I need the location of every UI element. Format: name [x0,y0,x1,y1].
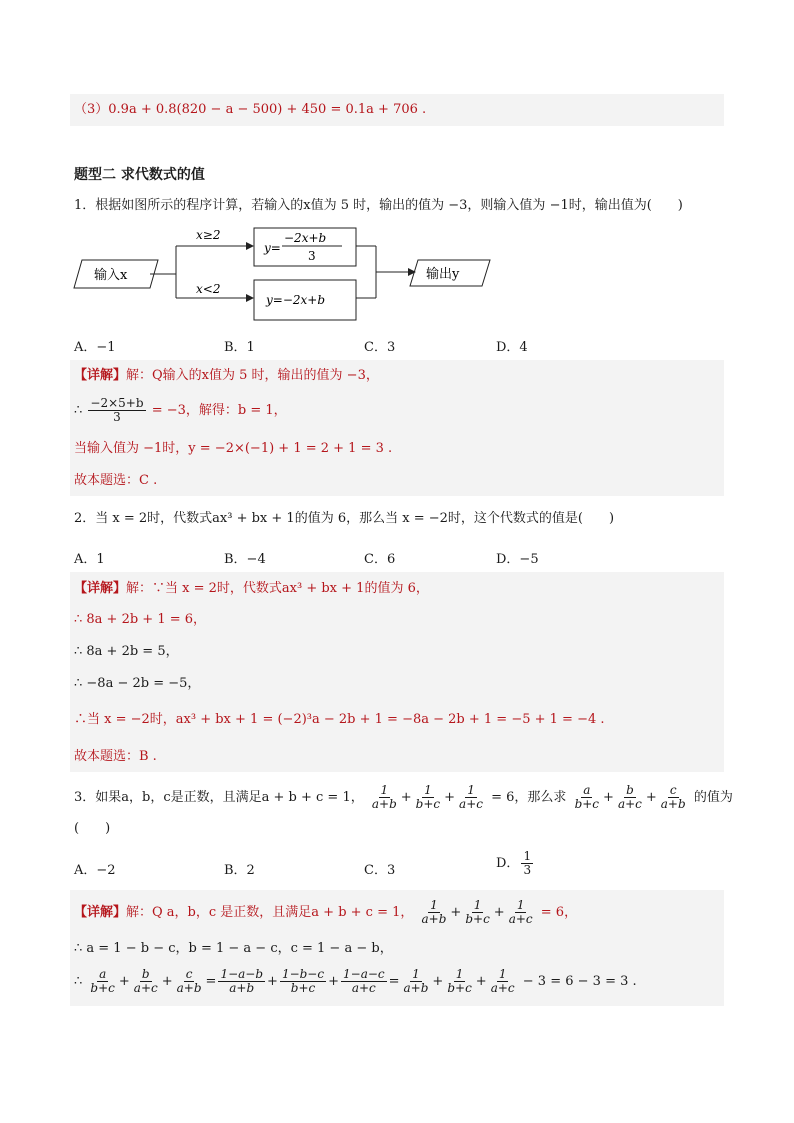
numerator: −2×5+b [90,396,144,410]
q3-sol-line1 [74,899,577,926]
q3-sol-line3 [74,968,637,995]
q2-option-b[interactable]: B．−4 [224,552,266,567]
numerator: 1−a−b [220,967,264,981]
q1-sol-text2: = −3，解得：b = 1， [151,403,287,418]
q2-sol-line6: 故本题选：B . [74,749,157,764]
q2-option-d[interactable]: D．−5 [496,552,539,567]
plus-sign: + [400,790,412,805]
plus-sign: + [603,790,614,805]
intro-equation [74,101,426,119]
denominator: b+c [290,981,316,995]
plus-sign: + [450,905,462,920]
numerator: 1 [455,967,464,981]
q1-flow-diagram [70,222,510,322]
therefore-symbol: ∴ [74,974,83,989]
denominator: a+b [660,797,686,811]
denominator: a+c [508,912,533,926]
q1-option-b[interactable]: B．1 [224,340,255,355]
fraction [280,968,326,995]
solution-tag: 【详解】 [74,581,127,596]
q2-sol-line1 [74,580,429,598]
output-label: 输出y [426,267,460,282]
therefore-symbol: ∴ [74,403,83,418]
denominator: a+c [351,981,376,995]
fraction [218,968,265,995]
fraction [521,850,533,877]
fraction [573,784,601,811]
fraction [659,784,688,811]
plus-sign: + [432,974,444,989]
q3-stem-part-c: 的值为 [693,790,733,805]
plus-sign: + [267,974,278,989]
q1-sol-line4 [74,472,157,490]
section-title: 题型二 求代数式的值 [74,167,205,183]
numerator: 1 [412,967,420,981]
denominator: b+c [465,912,490,926]
numerator: c [185,967,193,981]
denominator: b+c [574,797,600,811]
numerator: 1 [516,898,525,912]
q3-sol-text1-end: = 6， [540,905,578,920]
equals-sign: = [388,974,400,989]
q2-option-c[interactable]: C．6 [364,552,396,567]
numerator: 1 [523,849,532,863]
numerator: 1 [424,783,432,797]
arrow-head [246,294,254,302]
q3-option-d[interactable] [496,850,535,877]
intro-eq-text: （3）0.9a + 0.8(820 − a − 500) + 450 = 0.1a + 706 . [74,102,427,117]
denominator: 3 [523,863,532,877]
q2-stem: 2．当 x = 2时，代数式ax³ + bx + 1的值为 6，那么当 x = −2时，这个代数式的值是( ) [74,511,615,526]
q2-option-a[interactable]: A．1 [74,552,105,567]
q1-stem: 1．根据如图所示的程序计算，若输入的x值为 5 时，输出的值为 −3，则输入值为 −1时，输出值为( ) [74,198,683,213]
arrow-head [246,242,254,250]
numerator: 1 [430,898,438,912]
q3-option-c[interactable]: C．3 [364,863,396,878]
top-formula-prefix: y= [264,241,281,255]
numerator: 1 [498,967,507,981]
numerator: b [626,783,634,797]
q3-stem-part-a: 3．如果a，b，c是正数，且满足a + b + c = 1， [74,790,364,805]
option-label: D． [496,856,520,871]
q3-option-a[interactable]: A．−2 [74,863,116,878]
q3-stem-paren: ( ) [74,821,111,836]
fraction [616,784,644,811]
plus-sign: + [444,790,456,805]
fraction [175,968,204,995]
q2-solution-band [70,572,724,772]
plus-sign: + [645,790,657,805]
denominator: a+b [371,797,397,811]
q3-sol-text3-end: − 3 = 6 − 3 = 3 . [522,974,637,989]
fraction [88,968,116,995]
top-formula-numerator: −2x+b [284,231,327,245]
denominator: a+c [133,981,158,995]
q1-sol-text4: 故本题选：C . [74,473,158,488]
q2-sol-text1: 解：∵当 x = 2时，代数式ax³ + bx + 1的值为 6， [126,581,429,596]
solution-tag: 【详解】 [74,368,127,383]
fraction [370,784,399,811]
plus-sign: + [161,974,173,989]
plus-sign: + [493,905,505,920]
input-label: 输入x [94,268,128,283]
q2-sol-line2: ∴ 8a + 2b + 1 = 6， [74,612,207,627]
equals-sign: = [205,974,217,989]
denominator: 3 [113,410,121,424]
fraction [132,968,160,995]
plus-sign: + [328,974,339,989]
denominator: a+b [229,981,255,995]
numerator: a [583,783,591,797]
denominator: a+b [176,981,202,995]
denominator: a+b [403,981,429,995]
q1-sol-line2 [74,397,287,424]
numerator: 1 [473,898,482,912]
fraction [507,899,535,926]
numerator: 1 [380,783,389,797]
condition-bottom: x<2 [196,282,221,296]
q1-sol-line3 [74,440,392,458]
fraction [489,968,517,995]
q3-sol-text1: 解：Q a，b，c 是正数，且满足a + b + c = 1， [126,905,414,920]
q1-option-d[interactable]: D．4 [496,340,528,355]
q2-sol-line4: ∴ −8a − 2b = −5， [74,676,201,691]
fraction [420,899,449,926]
numerator: 1−b−c [281,967,325,981]
denominator: b+c [447,981,472,995]
q3-stem-part-b: = 6，那么求 [491,790,567,805]
denominator: a+c [617,797,642,811]
q2-sol-line5: ∴当 x = −2时，ax³ + bx + 1 = (−2)³a − 2b + 1 = −8a − 2b + 1 = −5 + 1 = −4 . [74,712,605,727]
numerator: a [99,967,107,981]
top-formula-denominator: 3 [308,249,316,263]
condition-top: x≥2 [196,228,221,242]
denominator: a+c [459,797,483,811]
fraction [341,968,387,995]
numerator: 1 [467,783,475,797]
q1-sol-line1 [74,367,379,385]
plus-sign: + [475,974,487,989]
bottom-formula: y=−2x+b [266,293,326,307]
q1-sol-text3: 当输入值为 −1时，y = −2×(−1) + 1 = 2 + 1 = 3 . [74,441,393,456]
numerator: 1−a−c [343,967,385,981]
fraction [88,397,145,424]
plus-sign: + [118,974,130,989]
q1-sol-text1: 解：Q输入的x值为 5 时，输出的值为 −3， [126,368,379,383]
denominator: b+c [415,797,441,811]
q3-sol-line2: ∴ a = 1 − b − c，b = 1 − a − c，c = 1 − a − b， [74,941,393,956]
fraction [463,899,491,926]
fraction [414,784,442,811]
denominator: a+c [490,981,515,995]
fraction [402,968,431,995]
solution-tag: 【详解】 [74,905,127,920]
numerator: b [141,967,150,981]
q3-option-b[interactable]: B．2 [224,863,255,878]
q3-stem [74,784,733,811]
denominator: b+c [90,981,115,995]
denominator: a+b [421,912,447,926]
numerator: c [669,783,677,797]
fraction [457,784,485,811]
q1-option-c[interactable]: C．3 [364,340,396,355]
fraction [445,968,473,995]
q2-sol-line3: ∴ 8a + 2b = 5， [74,644,179,659]
q1-option-a[interactable]: A．−1 [74,340,116,355]
